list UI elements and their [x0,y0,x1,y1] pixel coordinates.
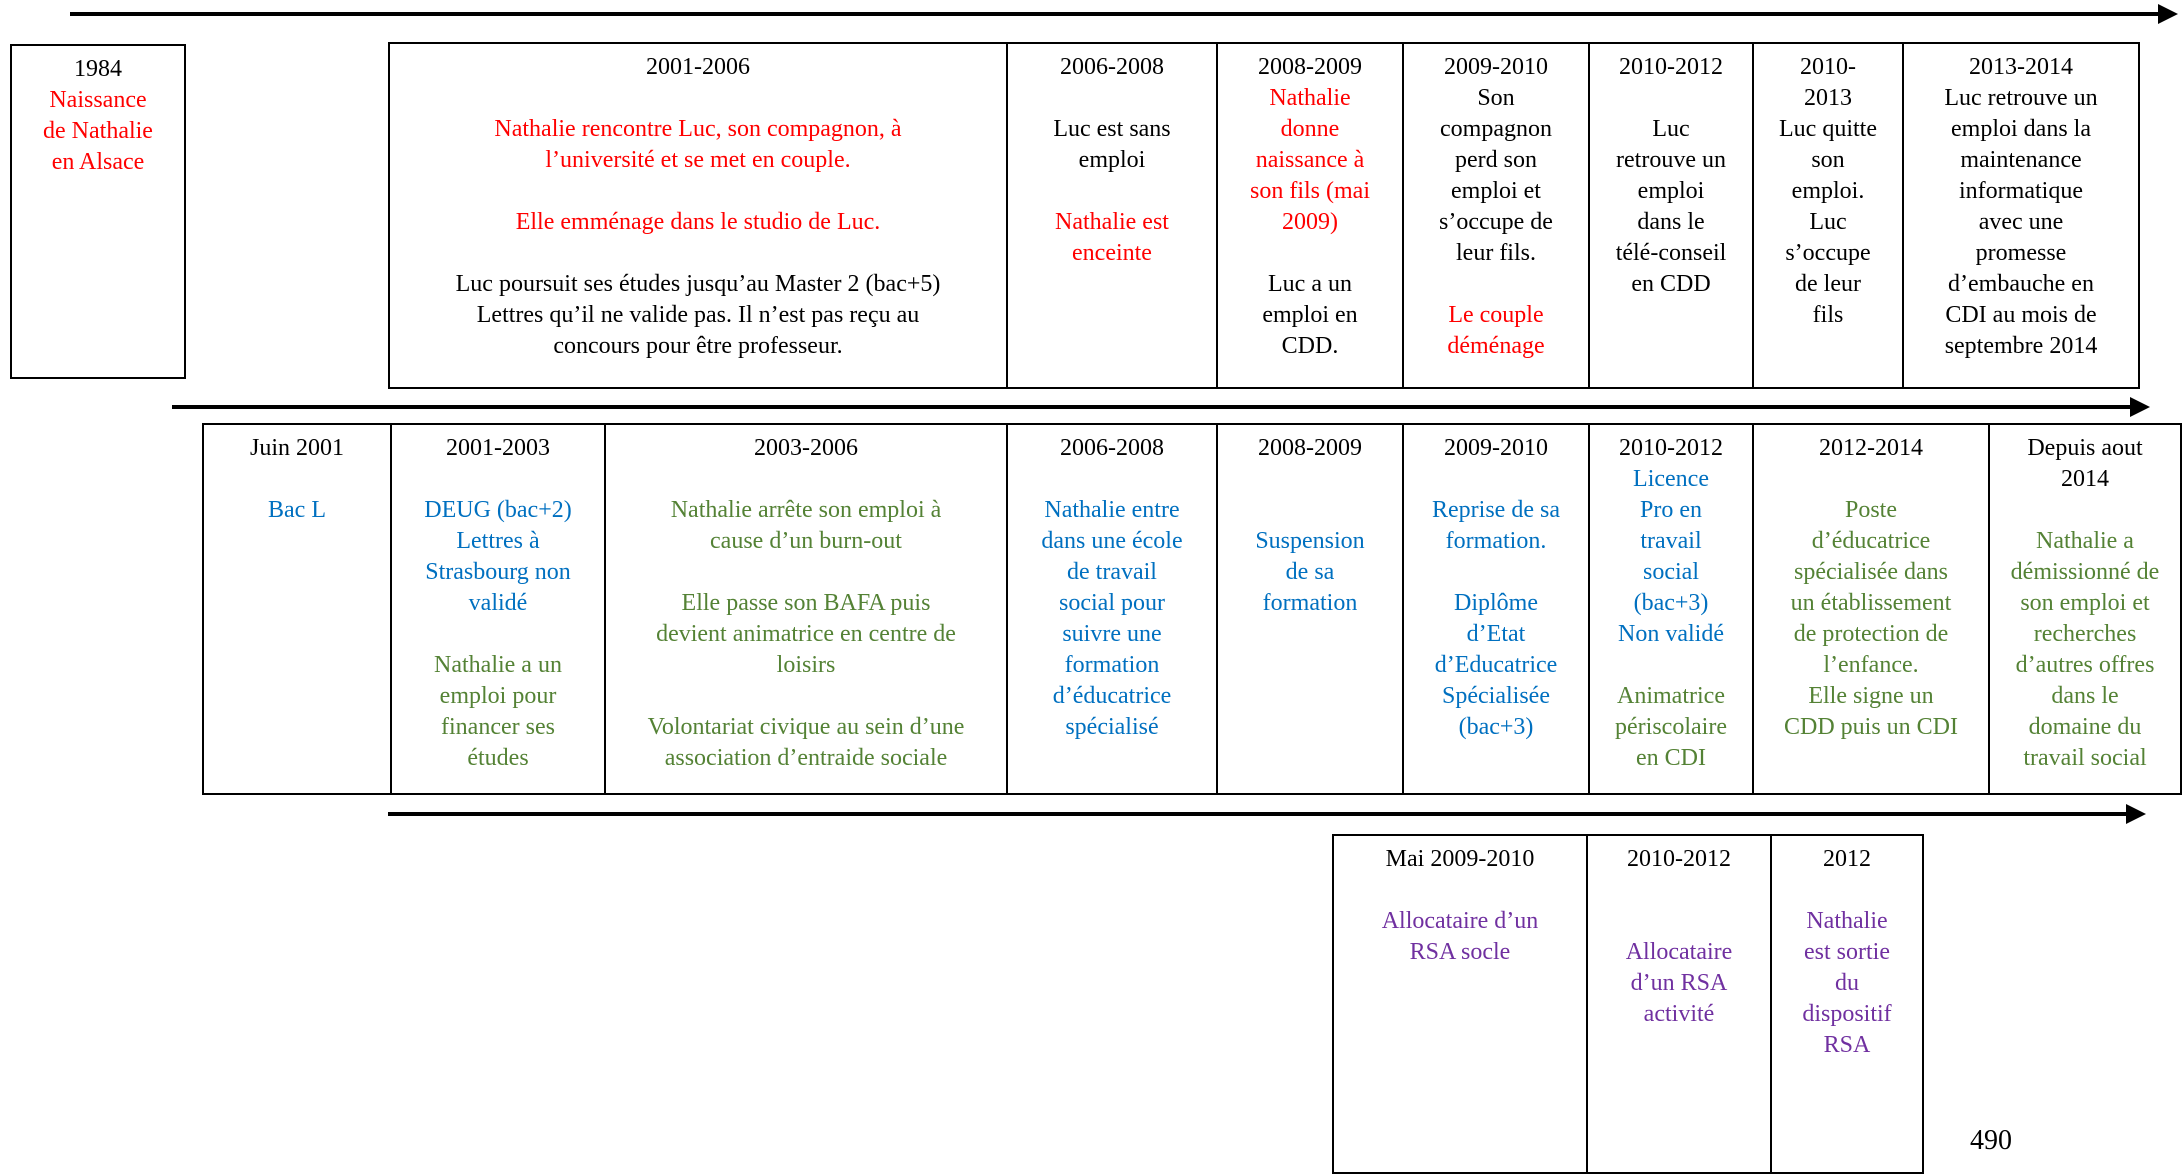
cell-text-line: Bac L [268,497,326,523]
cell-text-line: Nathalie arrête son emploi à [670,497,942,523]
cell-text-line [612,464,1000,495]
top-cell-2006-2008 [1006,44,1216,387]
cell-text-line: Nathalie [1806,908,1888,934]
cell-text-line: Luc quitte [1779,116,1877,142]
cell-text-line [1594,906,1764,937]
cell-text-line: son fils (mai [1250,178,1370,204]
cell-text-line [1014,464,1210,495]
top-cell-2010-2012 [1588,44,1752,387]
cell-text-line: l’université et se met en couple. [545,147,851,173]
cell-text-line: d’Educatrice [1434,652,1558,678]
cell-text-line: social [1643,559,1699,585]
cell-text-line: travail [1640,528,1702,554]
cell-text-line: Elle signe un [1808,683,1934,709]
cell-text-line: retrouve un [1616,147,1726,173]
cell-text-line: de leur [1795,271,1861,297]
cell-period: 2006-2008 [1060,54,1164,80]
cell-text-line: Luc [1809,209,1847,235]
cell-period: 2013-2014 [1969,54,2073,80]
cell-text-line: études [467,745,529,771]
cell-text-line: s’occupe de [1439,209,1553,235]
cell-text-line: emploi en [1262,302,1358,328]
cell-text-line: Nathalie a [2036,528,2134,554]
cell-text-line [396,238,1000,269]
cell-text-line: du [1835,970,1859,996]
cell-text-line: Volontariat civique au sein d’une [647,714,965,740]
top-cell-2008-2009 [1216,44,1402,387]
birth-year: 1984 [74,56,122,82]
cell-text-line: Non validé [1618,621,1724,647]
middle-timeline-table [202,423,2182,795]
cell-text-line: CDD. [1281,333,1339,359]
cell-text-line: septembre 2014 [1944,333,2098,359]
cell-text-line: Animatrice [1617,683,1725,709]
cell-text-line: Elle emménage dans le studio de Luc. [515,209,881,235]
middle-cell-2009-2010 [1402,425,1588,793]
cell-text-line [398,619,598,650]
middle-cell-2003-2006 [604,425,1006,793]
middle-cell-depuis-aout-2014 [1988,425,2180,793]
cell-text-line: CDI au mois de [1945,302,2097,328]
cell-text-line: Allocataire d’un [1381,908,1539,934]
middle-cell-juin-2001 [204,425,390,793]
cell-text-line [210,464,384,495]
cell-text-line: avec une [1978,209,2064,235]
cell-text-line: Lettres à [456,528,540,554]
cell-text-line: périscolaire [1615,714,1727,740]
cell-text-line: d’Etat [1466,621,1526,647]
cell-text-line: son emploi et [2020,590,2150,616]
cell-text-line: en CDD [1631,271,1711,297]
cell-text-line: Luc a un [1268,271,1352,297]
cell-text-line: Lettres qu’il ne valide pas. Il n’est pas reçu au [476,302,920,328]
cell-text-line: Luc [1652,116,1690,142]
cell-text-line: maintenance [1960,147,2082,173]
cell-text-line: domaine du [2028,714,2142,740]
cell-text-line: 2014 [2061,466,2109,492]
cell-text-line: l’enfance. [1823,652,1919,678]
cell-text-line: Le couple [1448,302,1544,328]
cell-text-line: RSA socle [1409,939,1511,965]
cell-text-line: emploi [1078,147,1146,173]
cell-period: Juin 2001 [249,435,344,461]
cell-text-line: Spécialisée [1442,683,1550,709]
cell-text-line: spécialisée dans [1794,559,1948,585]
timeline-arrow-middle [172,405,2132,409]
cell-text-line [1596,650,1746,681]
cell-text-line [1596,83,1746,114]
top-timeline-table [388,42,2140,389]
cell-text-line: CDD puis un CDI [1783,714,1958,740]
cell-text-line: (bac+3) [1458,714,1534,740]
middle-cell-2012-2014 [1752,425,1988,793]
page-number: 490 [1970,1125,2012,1156]
cell-text-line [1340,875,1580,906]
cell-period: 2003-2006 [754,435,858,461]
cell-text-line: naissance à [1255,147,1365,173]
cell-text-line [1410,557,1582,588]
cell-text-line: devient animatrice en centre de [656,621,956,647]
cell-text-line [1410,269,1582,300]
cell-text-line [1224,495,1396,526]
cell-text-line: (bac+3) [1633,590,1709,616]
cell-period: 2010-2012 [1619,54,1723,80]
cell-text-line [396,83,1000,114]
cell-text-line: démissionné de [2010,559,2160,585]
cell-text-line: Luc poursuit ses études jusqu’au Master 2 (bac+5) [455,271,941,297]
middle-cell-2001-2003 [390,425,604,793]
cell-text-line: DEUG (bac+2) [424,497,572,523]
cell-text-line: validé [468,590,528,616]
cell-text-line: enceinte [1072,240,1152,266]
cell-text-line: recherches [2033,621,2137,647]
cell-text-line: RSA [1823,1032,1871,1058]
cell-text-line: suivre une [1062,621,1162,647]
cell-text-line: Nathalie est [1055,209,1169,235]
cell-text-line: Nathalie entre [1044,497,1180,523]
cell-text-line: Reprise de sa [1432,497,1560,523]
cell-text-line: concours pour être professeur. [553,333,843,359]
cell-text-line: dans le [1637,209,1705,235]
cell-period: Depuis aout [2027,435,2143,461]
cell-text-line: dans le [2051,683,2119,709]
cell-period: 2010- [1800,54,1856,80]
cell-text-line: Diplôme [1454,590,1538,616]
cell-period: 2009-2010 [1444,54,1548,80]
cell-text-line: en CDI [1636,745,1706,771]
cell-text-line [1996,495,2174,526]
timeline-arrow-bottom [388,812,2128,816]
cell-text-line: dans une école [1041,528,1183,554]
cell-period: 2010-2012 [1627,846,1731,872]
top-cell-2013-2014 [1902,44,2138,387]
cell-text-line: un établissement [1790,590,1952,616]
cell-text-line: d’éducatrice [1052,683,1172,709]
cell-text-line: Nathalie [1269,85,1351,111]
cell-text-line: Licence [1633,466,1709,492]
cell-text-line: perd son [1455,147,1537,173]
cell-text-line: fils [1812,302,1844,328]
cell-text-line: spécialisé [1065,714,1159,740]
cell-text-line: d’un RSA [1630,970,1728,996]
cell-text-line: d’autres offres [2015,652,2155,678]
cell-period: 2008-2009 [1258,54,1362,80]
cell-text-line: son [1811,147,1845,173]
bottom-cell-mai-2009-2010 [1334,836,1586,1172]
cell-period: 2001-2006 [646,54,750,80]
cell-text-line [1224,464,1396,495]
cell-text-line: association d’entraide sociale [664,745,948,771]
cell-text-line: donne [1280,116,1340,142]
cell-text-line: loisirs [776,652,836,678]
cell-text-line: dispositif [1802,1001,1892,1027]
cell-text-line: Allocataire [1625,939,1733,965]
cell-text-line [396,176,1000,207]
birth-text-line: de Nathalie [43,118,153,144]
cell-text-line: Son [1477,85,1515,111]
cell-period: 2010-2012 [1619,435,1723,461]
cell-text-line: emploi [1637,178,1705,204]
cell-text-line: activité [1643,1001,1715,1027]
cell-text-line: 2009) [1282,209,1338,235]
cell-text-line: cause d’un burn-out [710,528,902,554]
cell-text-line: emploi dans la [1951,116,2091,142]
top-cell-2010-2013 [1752,44,1902,387]
cell-text-line: Poste [1844,497,1897,523]
cell-period: 2001-2003 [446,435,550,461]
cell-period: 2008-2009 [1258,435,1362,461]
cell-text-line: de travail [1067,559,1157,585]
cell-text-line: formation [1262,590,1358,616]
cell-period: 2009-2010 [1444,435,1548,461]
birth-box [10,44,186,379]
cell-text-line: de sa [1285,559,1335,585]
cell-period: 2012 [1823,846,1871,872]
cell-period: 2006-2008 [1060,435,1164,461]
cell-text-line: emploi. [1791,178,1865,204]
cell-period: Mai 2009-2010 [1385,846,1535,872]
cell-text-line: formation. [1445,528,1547,554]
cell-text-line: social pour [1059,590,1165,616]
cell-text-line [1014,83,1210,114]
birth-text-line: Naissance [49,87,147,113]
bottom-cell-2012 [1770,836,1922,1172]
cell-period: 2012-2014 [1819,435,1923,461]
cell-text-line: Nathalie a un [434,652,562,678]
top-cell-2001-2006 [390,44,1006,387]
bottom-rsa-table [1332,834,1924,1174]
cell-text-line: Pro en [1640,497,1702,523]
cell-text-line [612,681,1000,712]
cell-text-line: Strasbourg non [425,559,571,585]
cell-text-line [1594,875,1764,906]
cell-text-line: leur fils. [1456,240,1536,266]
cell-text-line: déménage [1447,333,1545,359]
cell-text-line: d’embauche en [1948,271,2094,297]
cell-text-line: 2013 [1804,85,1852,111]
cell-text-line: informatique [1959,178,2083,204]
cell-text-line: télé-conseil [1615,240,1727,266]
birth-text-line: en Alsace [51,149,145,175]
cell-text-line: Suspension [1255,528,1365,554]
bottom-cell-2010-2012 [1586,836,1770,1172]
cell-text-line [1760,464,1982,495]
cell-text-line [398,464,598,495]
cell-text-line [612,557,1000,588]
cell-text-line: travail social [2023,745,2147,771]
cell-text-line: s’occupe [1785,240,1871,266]
cell-text-line: Elle passe son BAFA puis [681,590,931,616]
cell-text-line: de protection de [1793,621,1949,647]
cell-text-line: compagnon [1440,116,1552,142]
cell-text-line: formation [1064,652,1160,678]
cell-text-line: Nathalie rencontre Luc, son compagnon, à [494,116,902,142]
cell-text-line: Luc est sans [1053,116,1171,142]
cell-text-line [1410,464,1582,495]
cell-text-line: financer ses [441,714,555,740]
cell-text-line: est sortie [1804,939,1890,965]
cell-text-line: emploi pour [439,683,557,709]
top-cell-2009-2010 [1402,44,1588,387]
middle-cell-2006-2008 [1006,425,1216,793]
cell-text-line [1778,875,1916,906]
cell-text-line: Luc retrouve un [1944,85,2098,111]
cell-text-line: emploi et [1451,178,1541,204]
cell-text-line: promesse [1975,240,2067,266]
cell-text-line [1014,176,1210,207]
middle-cell-2010-2012 [1588,425,1752,793]
cell-text-line [1224,238,1396,269]
timeline-arrow-top [70,12,2160,16]
birth-cell [12,46,184,377]
cell-text-line: d’éducatrice [1811,528,1931,554]
middle-cell-2008-2009 [1216,425,1402,793]
